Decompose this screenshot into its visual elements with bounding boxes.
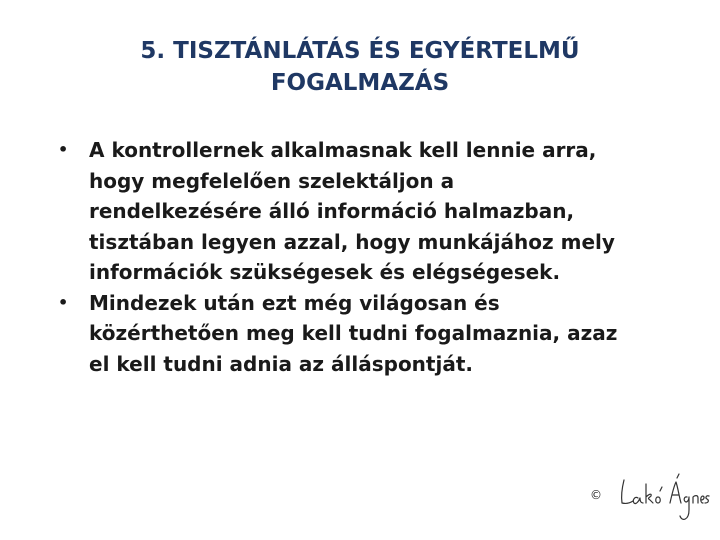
bullet-1-line-5: információk szükségesek és elégségesek. [89, 260, 561, 284]
title-line-1: 5. TISZTÁNLÁTÁS ÉS EGYÉRTELMŰ [140, 38, 580, 65]
bullet-1-line-1: A kontrollernek alkalmasnak kell lennie arra, [89, 138, 597, 162]
bullet-marker: • [58, 140, 69, 159]
bullet-list [55, 135, 675, 379]
bullet-1-line-3: rendelkezésére álló információ halmazban, [89, 199, 575, 223]
signature-icon [616, 470, 711, 525]
bullet-item-2 [55, 288, 675, 380]
bullet-marker: • [58, 292, 69, 312]
title-line-2: FOGALMAZÁS [270, 70, 450, 97]
slide-title [60, 35, 660, 99]
bullet-1-line-2: hogy megfelelően szelektáljon a [89, 168, 455, 193]
bullet-2-line-2: közérthetően meg kell tudni fogalmaznia, azaz [89, 321, 618, 345]
bullet-2-line-1: Mindezek után ezt még világosan és [89, 290, 500, 315]
bullet-1-line-4: tisztában legyen azzal, hogy munkájához mely [89, 229, 615, 254]
copyright-symbol: © [590, 488, 602, 502]
bullet-item-1 [55, 135, 675, 288]
footer [588, 470, 713, 525]
bullet-2-line-3: el kell tudni adnia az álláspontját. [89, 351, 473, 376]
